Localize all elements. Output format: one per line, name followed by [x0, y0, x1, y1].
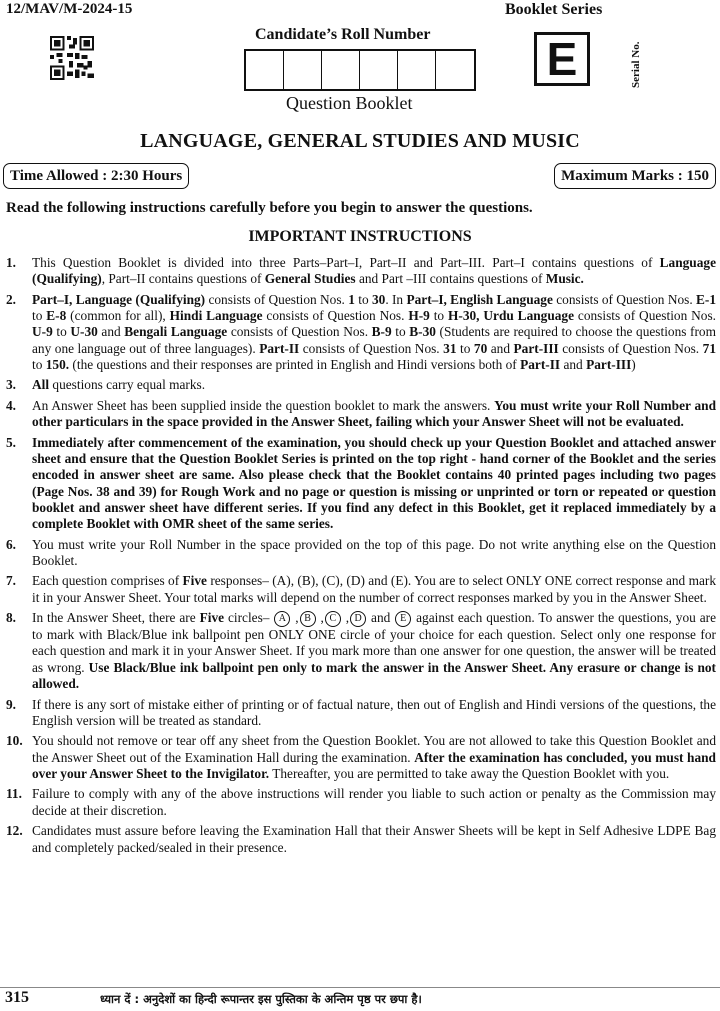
- text-segment: and Part –III contains questions of: [355, 271, 546, 287]
- text-segment: against each question. To answer the questions, you are to mark with Black/Blue ink ballpoint pen ONLY ONE circle of your choice for each question. Select only one response for each question and mark it in your Answer Sheet. If you mark more than one answer for one question, the answer will be treated as wrong.: [32, 610, 717, 675]
- text-segment: consists of Question Nos.: [205, 291, 349, 307]
- instruction-number: 12.: [6, 823, 23, 839]
- bold-text: B-30: [409, 324, 436, 340]
- bold-text: Part-II: [259, 340, 300, 356]
- answer-circle-icon: D: [350, 611, 366, 627]
- bold-text: Use Black/Blue ink ballpoint pen only to mark the answer in the Answer Sheet. Any erasure or change is not allowed.: [32, 659, 716, 692]
- bold-text: Part–I, English Language: [406, 291, 553, 307]
- bold-text: Part-III: [586, 356, 632, 372]
- text-segment: consists of Question Nos.: [299, 340, 444, 356]
- bold-text: You must write your Roll Number and other particulars in the space provided in the Answer Sheet, failing which your Answer Sheet will not be evaluated.: [32, 397, 717, 430]
- bold-text: E-1: [696, 291, 717, 307]
- text-segment: consists of Question Nos.: [558, 340, 703, 356]
- instruction-number: 11.: [6, 786, 22, 802]
- text-segment: ,: [316, 610, 324, 626]
- page-number: 315: [5, 989, 29, 1006]
- text-segment: and: [487, 340, 514, 356]
- text-segment: circles–: [224, 610, 274, 626]
- instruction-item: [6, 786, 716, 819]
- bold-text: U-9: [32, 324, 53, 340]
- text-segment: consists of Question Nos.: [262, 308, 409, 324]
- paper-code: 12/MAV/M-2024-15: [6, 1, 133, 17]
- instruction-text: [32, 398, 716, 431]
- text-segment: Failure to comply with any of the above instructions will render you liable to such action or penalty as the Commission may decide at their discretion.: [32, 786, 716, 818]
- instruction-item: [6, 823, 716, 856]
- instructions-heading: IMPORTANT INSTRUCTIONS: [248, 228, 472, 245]
- qr-code-icon: [50, 36, 94, 80]
- text-segment: An Answer Sheet has been supplied inside the question booklet to mark the answers.: [32, 397, 495, 413]
- bold-text: Five: [199, 610, 225, 626]
- instruction-text: [32, 377, 716, 393]
- text-segment: You must write your Roll Number in the space provided on the top of this page. Do not write anything else on the Question Booklet.: [32, 536, 716, 568]
- roll-digit-box[interactable]: [360, 51, 398, 89]
- serial-number-label: Serial No.: [630, 41, 642, 89]
- bold-text: Bengali Language: [124, 324, 228, 340]
- instruction-number: 3.: [6, 377, 17, 393]
- bold-text: 31: [443, 340, 457, 356]
- text-segment: to: [32, 356, 46, 372]
- roll-number-boxes[interactable]: [244, 49, 476, 91]
- instruction-text: [32, 610, 716, 692]
- text-segment: In the Answer Sheet, there are: [32, 610, 200, 626]
- text-segment: and: [560, 356, 587, 372]
- bold-text: 70: [473, 340, 488, 356]
- text-segment: consists of Question Nos.: [227, 324, 372, 340]
- instruction-number: 6.: [6, 536, 17, 552]
- instruction-item: [6, 255, 716, 288]
- instruction-item: [6, 292, 716, 373]
- instruction-text: [32, 435, 716, 533]
- text-segment: and: [367, 610, 395, 626]
- bold-text: U-30: [70, 324, 98, 340]
- instruction-text: [32, 697, 716, 730]
- instruction-item: [6, 573, 716, 606]
- roll-digit-box[interactable]: [436, 51, 474, 89]
- bold-text: Music.: [545, 271, 584, 287]
- instruction-number: 5.: [6, 434, 17, 450]
- roll-number-label: Candidate’s Roll Number: [255, 26, 431, 43]
- series-letter-box: E: [534, 32, 590, 86]
- instruction-item: [6, 733, 716, 782]
- instruction-number: 10.: [6, 733, 23, 749]
- roll-digit-box[interactable]: [284, 51, 322, 89]
- instructions-list: [6, 255, 716, 860]
- text-segment: responses– (A), (B), (C), (D) and (E). You are to select ONLY ONE correct response and mark it in your Answer Sheet. Your total marks will depend on the number of correct responses marked by you in the Answer Sheet.: [32, 573, 716, 605]
- instruction-text: [32, 786, 716, 819]
- text-segment: Thereafter, you are permitted to take away the Question Booklet with you.: [269, 765, 670, 781]
- text-segment: ,: [341, 610, 350, 626]
- text-segment: This Question Booklet is divided into three Parts–Part–I, Part–II and Part–III. Part–I contains questions of: [32, 255, 660, 270]
- text-segment: to: [32, 308, 47, 324]
- bold-text: Part-III: [513, 340, 559, 356]
- instruction-item: [6, 610, 716, 692]
- time-allowed-badge: Time Allowed : 2:30 Hours: [3, 163, 189, 189]
- instruction-text: [32, 292, 716, 373]
- bold-text: All: [32, 377, 50, 393]
- instruction-text: [32, 573, 716, 606]
- bold-text: B-9: [371, 324, 392, 340]
- maximum-marks-badge: Maximum Marks : 150: [554, 163, 716, 189]
- answer-circle-icon: A: [274, 611, 290, 627]
- text-segment: (common for all),: [66, 308, 170, 324]
- text-segment: Each question comprises of: [32, 573, 183, 589]
- bold-text: Part-II: [520, 356, 561, 372]
- text-segment: Candidates must assure before leaving the Examination Hall that their Answer Sheets will be kept in Self Adhesive LDPE Bag and completely packed/sealed in their presence.: [32, 823, 716, 855]
- text-segment: (Students are required to choose the questions from any one language out of three languages).: [32, 324, 716, 356]
- page-title: LANGUAGE, GENERAL STUDIES AND MUSIC: [140, 130, 580, 152]
- instruction-number: 2.: [6, 291, 17, 307]
- instruction-text: [32, 733, 716, 782]
- text-segment: consists of Question Nos.: [552, 291, 697, 307]
- instruction-number: 1.: [6, 255, 17, 270]
- bold-text: H-9: [408, 308, 430, 324]
- roll-digit-box[interactable]: [246, 51, 284, 89]
- bold-text: E-8: [46, 308, 67, 324]
- instruction-text: [32, 255, 716, 288]
- instruction-text: [32, 823, 716, 856]
- instruction-number: 9.: [6, 696, 17, 712]
- bold-text: 30: [371, 291, 386, 307]
- instruction-number: 7.: [6, 573, 17, 589]
- instruction-item: [6, 377, 716, 393]
- bold-text: Language (Qualifying): [32, 255, 716, 287]
- text-segment: (the questions and their responses are printed in English and Hindi versions both of: [69, 356, 521, 372]
- roll-digit-box[interactable]: [322, 51, 360, 89]
- text-segment: to: [52, 324, 71, 340]
- text-segment: If there is any sort of mistake either of printing or of factual nature, then out of English and Hindi versions of the questions, the English version will be treated as standard.: [32, 696, 716, 728]
- roll-digit-box[interactable]: [398, 51, 436, 89]
- bold-text: Five: [182, 573, 207, 589]
- instruction-number: 4.: [6, 397, 17, 413]
- bold-text: 71: [702, 340, 716, 356]
- text-segment: to: [456, 340, 474, 356]
- instruction-text: [32, 537, 716, 570]
- text-segment: questions carry equal marks.: [49, 377, 206, 393]
- text-segment: ,: [291, 610, 299, 626]
- text-segment: ): [631, 356, 636, 372]
- instruction-item: [6, 697, 716, 730]
- booklet-title: Question Booklet: [286, 93, 413, 113]
- instruction-item: [6, 435, 716, 533]
- text-segment: to: [391, 324, 410, 340]
- text-segment: consists of Question Nos.: [574, 308, 716, 324]
- answer-circle-icon: B: [300, 611, 316, 627]
- text-segment: and: [97, 324, 125, 340]
- read-instructions-notice: Read the following instructions carefully before you begin to answer the questions.: [6, 200, 533, 216]
- bold-text: Part–I, Language (Qualifying): [32, 291, 206, 307]
- bold-text: Hindi Language: [169, 308, 263, 324]
- answer-circle-icon: E: [395, 611, 411, 627]
- bold-text: 150.: [45, 356, 70, 372]
- instruction-item: [6, 398, 716, 431]
- bold-text: H-30, Urdu Language: [448, 308, 575, 324]
- footer-divider: [0, 987, 720, 988]
- hindi-note: ध्यान दें : अनुदेशों का हिन्दी रूपान्तर इस पुस्तिका के अन्तिम पृष्ठ पर छपा है।: [100, 992, 422, 1006]
- instruction-number: 8.: [6, 610, 17, 626]
- text-segment: . In: [385, 291, 407, 307]
- instruction-item: [6, 537, 716, 570]
- text-segment: , Part–II contains questions of: [101, 271, 265, 287]
- booklet-series-label: Booklet Series: [505, 1, 603, 18]
- text-segment: to: [429, 308, 448, 324]
- bold-text: Immediately after commencement of the examination, you should check up your Question Booklet and attached answer sheet and ensure that the Question Booklet Series is printed on the top right - hand corner of the Booklet and the series encoded in answer sheet are same. Also please check that the Booklet contains 40 printed pages including two pages (Page Nos. 38 and 39) for Rough Work and no page or question is missing or unprinted or torn or repeated or question booklet and answer sheet have different series. If you find any defect in this Booklet, get it replaced immediately by a complete Booklet with OMR sheet of the same series.: [32, 434, 716, 532]
- bold-text: General Studies: [264, 271, 356, 287]
- text-segment: to: [354, 291, 372, 307]
- bold-text: After the examination has concluded, you must hand over your Answer Sheet to the Invigilator.: [32, 749, 716, 781]
- answer-circle-icon: C: [325, 611, 341, 627]
- bold-text: 1: [348, 291, 355, 307]
- text-segment: You should not remove or tear off any sheet from the Question Booklet. You are not allowed to take this Question Booklet and the Answer Sheet out of the Examination Hall during the examination.: [32, 733, 716, 765]
